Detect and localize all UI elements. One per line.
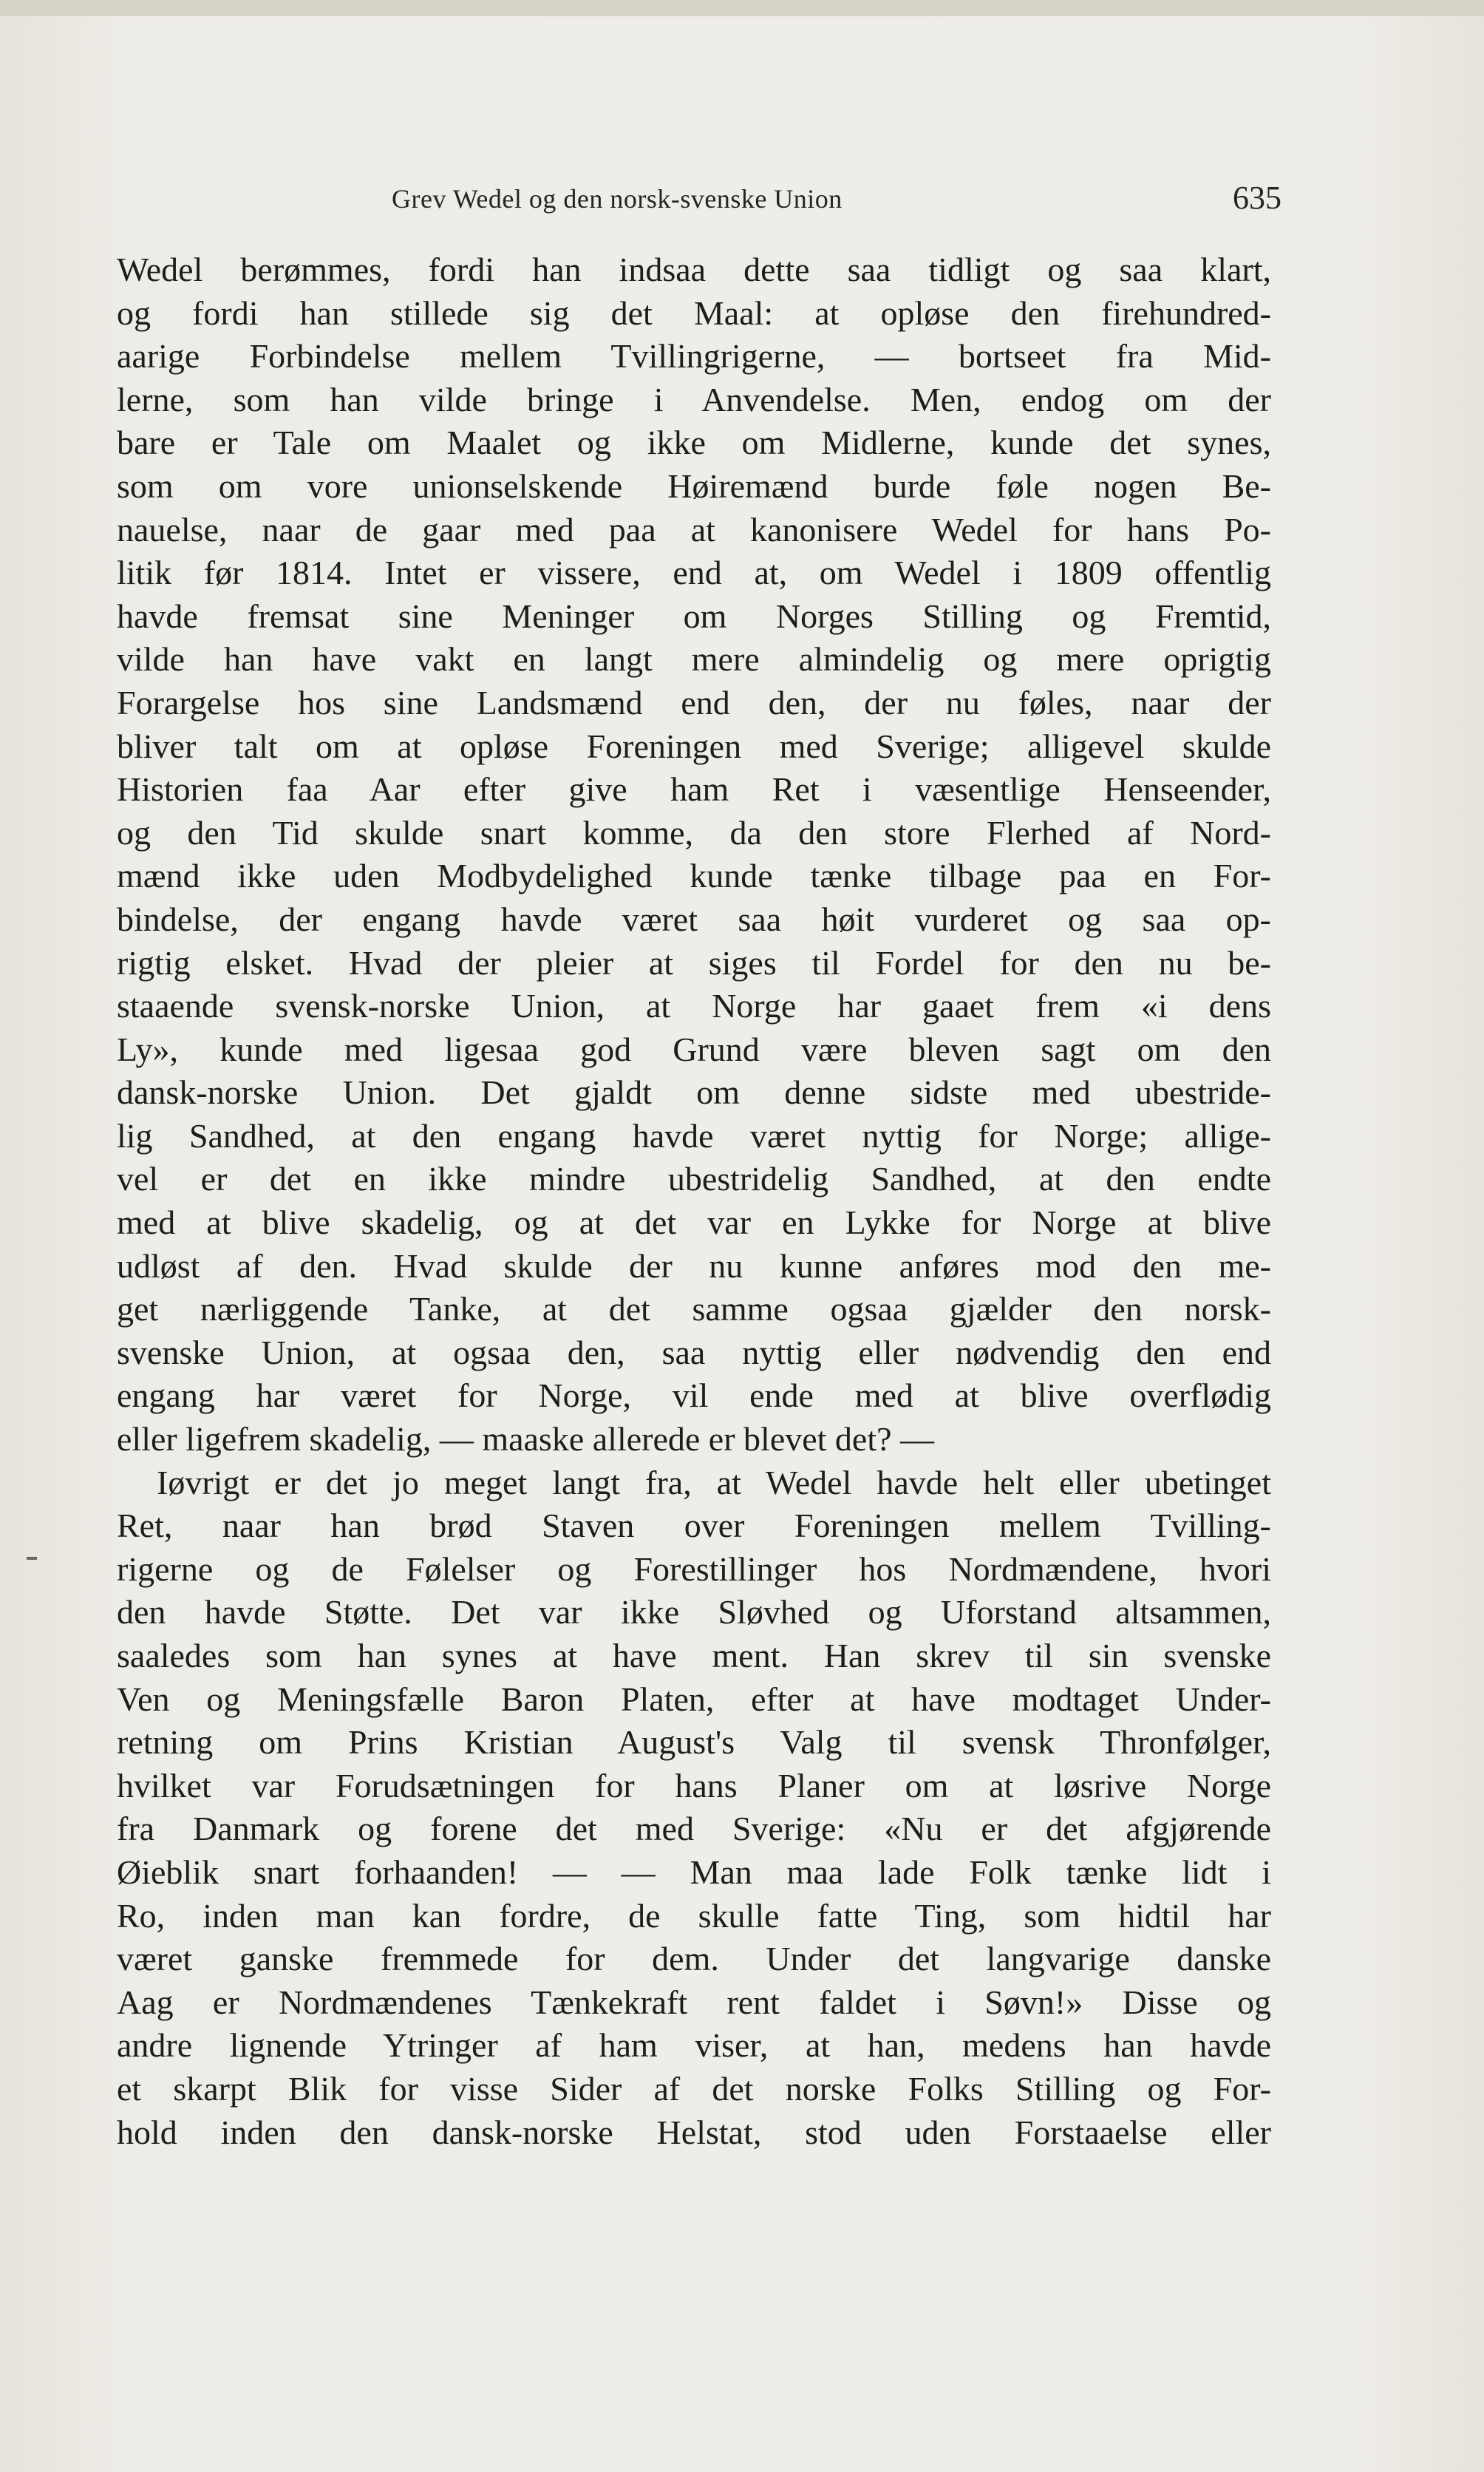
text-line: lerne, som han vilde bringe i Anvendelse. Men, endog om der	[117, 380, 1271, 418]
text-line: dansk-norske Union. Det gjaldt om denne sidste med ubestride-	[117, 1073, 1271, 1112]
running-head	[0, 180, 1484, 220]
scan-edge	[0, 0, 1484, 16]
text-line: svenske Union, at ogsaa den, saa nyttig eller nødvendig den end	[117, 1333, 1271, 1371]
text-line: fra Danmark og forene det med Sverige: «Nu er det afgjørende	[117, 1810, 1271, 1848]
text-line: saaledes som han synes at have ment. Han skrev til sin svenske	[117, 1637, 1271, 1674]
text-line: med at blive skadelig, og at det var en Lykke for Norge at blive	[117, 1203, 1271, 1242]
body-text	[117, 248, 1271, 2154]
text-line: staaende svensk-norske Union, at Norge har gaaet frem «i dens	[117, 987, 1271, 1025]
paragraph-start-line: Iøvrigt er det jo meget langt fra, at Wedel havde helt eller ubetinget	[157, 1463, 1271, 1501]
text-line: nauelse, naar de gaar med paa at kanonisere Wedel for hans Po-	[117, 510, 1271, 549]
text-line: lig Sandhed, at den engang havde været nyttig for Norge; allige-	[117, 1116, 1271, 1155]
text-line: og den Tid skulde snart komme, da den store Flerhed af Nord-	[117, 813, 1271, 852]
text-line: andre lignende Ytringer af ham viser, at han, medens han havde	[117, 2026, 1271, 2065]
text-line: Historien faa Aar efter give ham Ret i væsentlige Henseender,	[117, 770, 1271, 809]
text-line: udløst af den. Hvad skulde der nu kunne anføres mod den me-	[117, 1246, 1271, 1285]
text-line: havde fremsat sine Meninger om Norges Stilling og Fremtid,	[117, 597, 1271, 635]
text-line: aarige Forbindelse mellem Tvillingrigerne, — bortseet fra Mid-	[117, 337, 1271, 376]
text-line: Ro, inden man kan fordre, de skulle fatte Ting, som hidtil har	[117, 1896, 1271, 1935]
running-title: Grev Wedel og den norsk-svenske Union	[392, 184, 843, 214]
page-number: 635	[1233, 180, 1282, 216]
text-line: bliver talt om at opløse Foreningen med Sverige; alligevel skulde	[117, 727, 1271, 765]
text-line: rigerne og de Følelser og Forestillinger hos Nordmændene, hvori	[117, 1549, 1271, 1588]
text-line: Ret, naar han brød Staven over Foreningen mellem Tvilling-	[117, 1507, 1271, 1545]
text-line: eller ligefrem skadelig, — maaske allerede er blevet det? —	[117, 1420, 935, 1459]
text-line: vilde han have vakt en langt mere almindelig og mere oprigtig	[117, 640, 1271, 679]
text-line: Øieblik snart forhaanden! — — Man maa lade Folk tænke lidt i	[117, 1853, 1271, 1891]
text-line: rigtig elsket. Hvad der pleier at siges til Fordel for den nu be-	[117, 943, 1271, 982]
text-line: et skarpt Blik for visse Sider af det norske Folks Stilling og For-	[117, 2069, 1271, 2108]
text-line: som om vore unionselskende Høiremænd burde føle nogen Be-	[117, 466, 1271, 505]
text-line: bare er Tale om Maalet og ikke om Midlerne, kunde det synes,	[117, 424, 1271, 462]
text-line: Forargelse hos sine Landsmænd end den, der nu føles, naar der	[117, 683, 1271, 721]
text-line: engang har været for Norge, vil ende med at blive overflødig	[117, 1376, 1271, 1415]
text-line: Ven og Meningsfælle Baron Platen, efter at have modtaget Under-	[117, 1680, 1271, 1718]
text-line: bindelse, der engang havde været saa høit vurderet og saa op-	[117, 900, 1271, 938]
text-line: retning om Prins Kristian August's Valg til svensk Thronfølger,	[117, 1723, 1271, 1762]
text-line: den havde Støtte. Det var ikke Sløvhed og Uforstand altsammen,	[117, 1593, 1271, 1631]
text-line: hold inden den dansk-norske Helstat, stod uden Forstaaelse eller	[117, 2113, 1271, 2151]
text-line: vel er det en ikke mindre ubestridelig Sandhed, at den endte	[117, 1160, 1271, 1198]
text-line: mænd ikke uden Modbydelighed kunde tænke tilbage paa en For-	[117, 857, 1271, 895]
text-line: Wedel berømmes, fordi han indsaa dette saa tidligt og saa klart,	[117, 251, 1271, 288]
text-line: litik før 1814. Intet er vissere, end at, om Wedel i 1809 offentlig	[117, 554, 1271, 592]
margin-mark	[27, 1557, 37, 1560]
text-line: Ly», kunde med ligesaa god Grund være bleven sagt om den	[117, 1030, 1271, 1068]
text-line: været ganske fremmede for dem. Under det langvarige danske	[117, 1940, 1271, 1978]
text-line: hvilket var Forudsætningen for hans Planer om at løsrive Norge	[117, 1766, 1271, 1804]
text-line: Aag er Nordmændenes Tænkekraft rent faldet i Søvn!» Disse og	[117, 1983, 1271, 2021]
text-line: get nærliggende Tanke, at det samme ogsaa gjælder den norsk-	[117, 1290, 1271, 1328]
text-line: og fordi han stillede sig det Maal: at opløse den firehundred-	[117, 293, 1271, 332]
